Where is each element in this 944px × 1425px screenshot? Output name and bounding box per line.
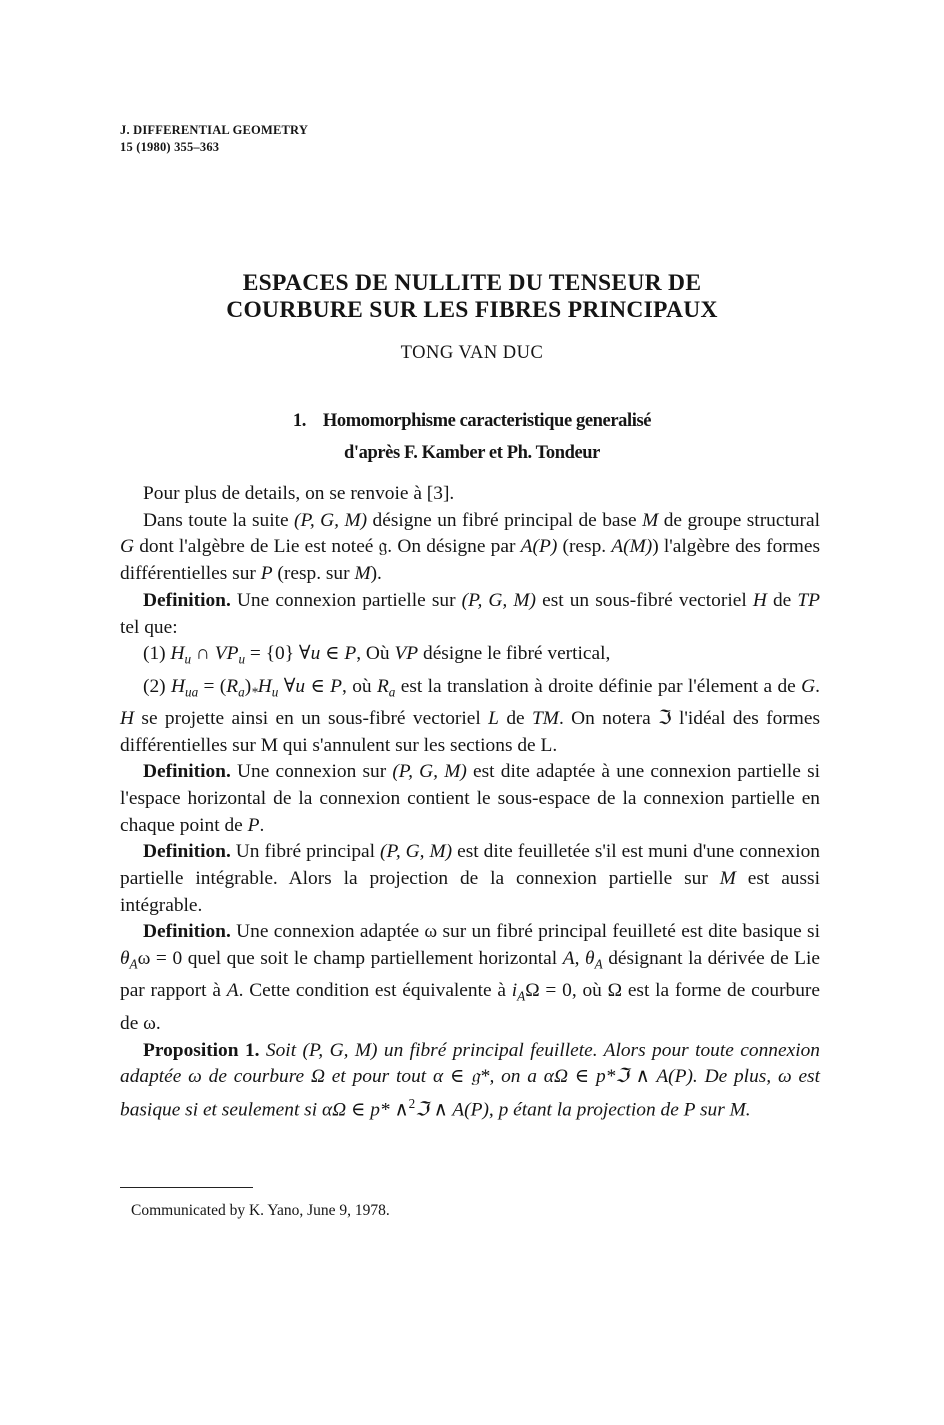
definition-label: Definition. (143, 841, 231, 863)
definition-label: Definition. (143, 761, 231, 783)
condition-1: (1) $H_u$ ∩ $VP_u = \{0\}$ ∀u ∈ P, Où VP désigne le fibré vertical, (143, 643, 611, 667)
journal-name: J. DIFFERENTIAL GEOMETRY (120, 123, 309, 137)
definition-partial-connection: Definition. Une connexion partielle sur (P, G, M) est un sous-fibré vectoriel H de TP tel que: (120, 589, 820, 638)
author: TONG VAN DUC (400, 343, 544, 363)
title-line-1: ESPACES DE NULLITE DU TENSEUR DE (242, 270, 702, 296)
footnote-rule (120, 1187, 253, 1188)
paragraph-setup: Dans toute la suite (P, G, M) désigne un fibré principal de base M de groupe structural G dont l'algèbre de Lie est noteé 𝔤. On désigne par A(P) (resp. A(M)) l'algèbre des formes différentielles sur P (resp. sur M). (120, 509, 820, 585)
definition-adapted-connection: Definition. Une connexion sur (P, G, M) est dite adaptée à une connexion partielle si l'espace horizontal de la connexion contient le sous-espace de la connexion partielle en chaque point de P. (120, 761, 820, 836)
section-heading (0, 411, 944, 432)
journal-volume: 15 (1980) 355–363 (120, 140, 220, 154)
definition-basic-connection: Definition. Une connexion adaptée ω sur un fibré principal feuilleté est dite basique si $\theta_A\omega = 0$ quel que soit le champ partiellement horizontal A, $\theta_A$ désignant la dérivée de Lie par rapport à A. Cette condition est équivalente à $i_A\Omega = 0$, où Ω est la forme de courbure de ω. (120, 921, 821, 1034)
paper-title (0, 270, 944, 324)
proposition-label: Proposition 1. (143, 1039, 260, 1061)
section-number: 1. (292, 411, 306, 431)
title-line-2: COURBURE SUR LES FIBRES PRINCIPAUX (226, 297, 718, 323)
footnote: Communicated by K. Yano, June 9, 1978. (131, 1202, 390, 1219)
condition-2: (2) $H_{ua} = (R_a)_*H_u$ ∀u ∈ P, où $R_a$ est la translation à droite définie par l'élement a de G. H se projette ainsi en un sous-fibré vectoriel L de TM. On notera ℑ l'idéal des formes différentielles sur M qui s'annulent sur les sections de L. (120, 675, 821, 756)
proposition-1: Proposition 1. Soit (P, G, M) un fibré principal feuillete. Alors pour toute connexion adaptée ω de courbure Ω et pour tout α ∈ 𝔤*, on a αΩ ∈ p*ℑ ∧ A(P). De plus, ω est basique si et seulement si αΩ ∈ p* ∧$^2$ℑ ∧ A(P), p étant la projection de P sur M. (120, 1039, 820, 1121)
definition-label: Definition. (143, 589, 231, 611)
section-title-line-2: d'après F. Kamber et Ph. Tondeur (343, 443, 600, 463)
body-text (120, 481, 820, 1124)
section-title-line-1: Homomorphisme caracteristique generalisé (322, 411, 652, 431)
definition-foliated-bundle: Definition. Un fibré principal (P, G, M) est dite feuilletée s'il est muni d'une connexion partielle intégrable. Alors la projection de la connexion partielle sur M est aussi intégrable. (120, 841, 820, 916)
paragraph-intro: Pour plus de details, on se renvoie à [3]. (143, 483, 455, 504)
definition-label: Definition. (143, 921, 231, 943)
journal-header (120, 122, 308, 156)
